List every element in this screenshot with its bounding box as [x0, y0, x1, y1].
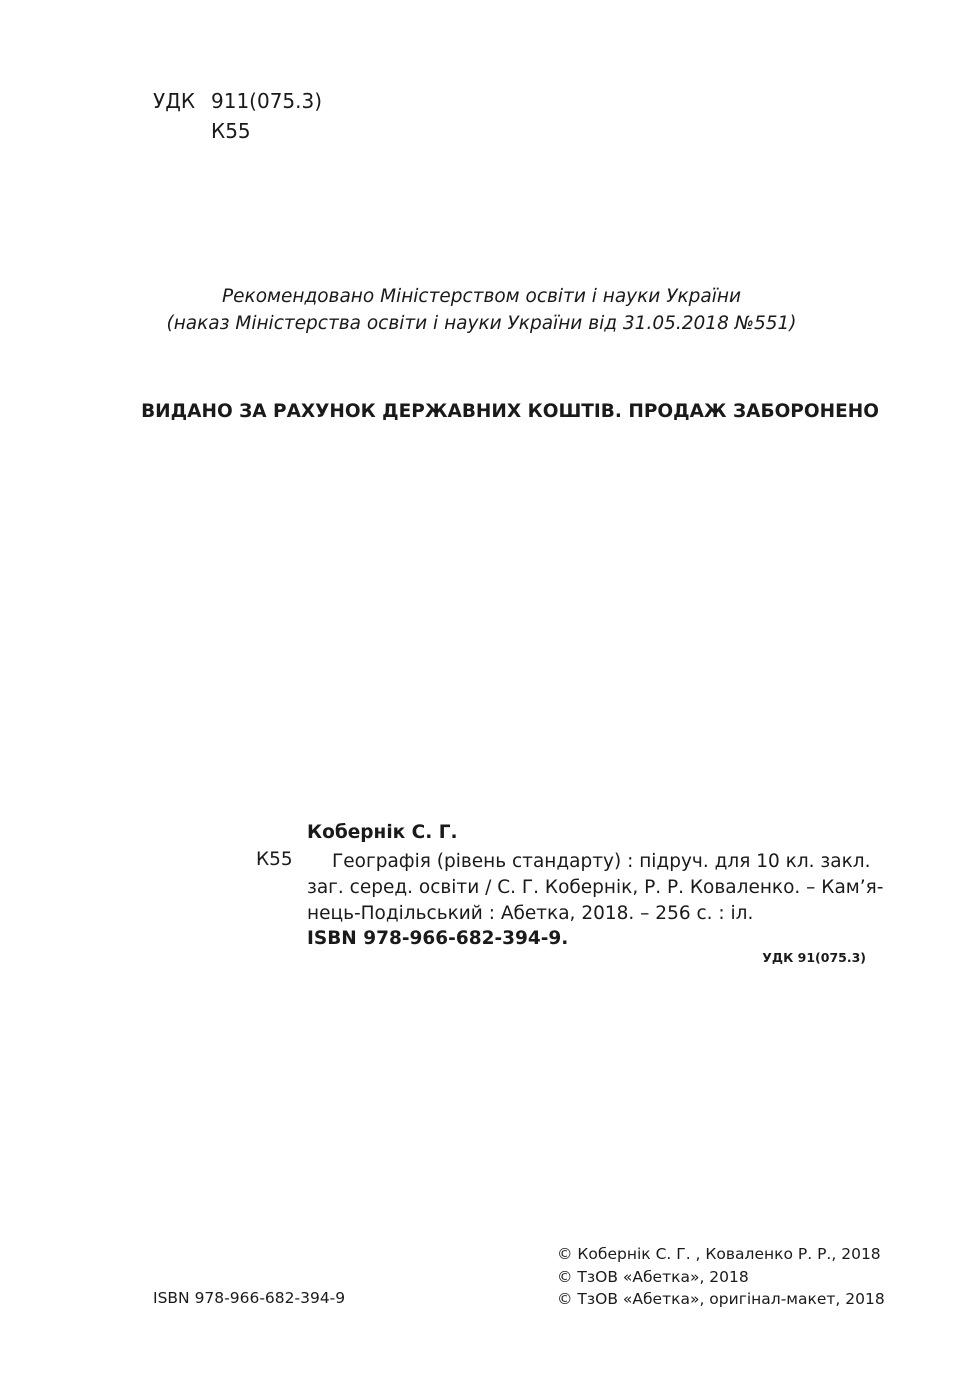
udc-code: 911(075.3)	[211, 89, 323, 113]
copyright-line: © ТзОВ «Абетка», оригінал-макет, 2018	[557, 1290, 885, 1308]
catalog-cutter: К55	[256, 849, 293, 870]
catalog-isbn: ISBN 978-966-682-394-9.	[307, 928, 569, 949]
recommendation-line-1: Рекомендовано Міністерством освіти і науки України	[221, 286, 741, 307]
catalog-description-line: Географія (рівень стандарту) : підруч. для 10 кл. закл.	[332, 851, 871, 872]
catalog-author: Кобернік С. Г.	[307, 822, 458, 843]
udc-label: УДК	[153, 89, 196, 113]
catalog-udc: УДК 91(075.3)	[762, 950, 866, 965]
recommendation-line-2: (наказ Міністерства освіти і науки України від 31.05.2018 №551)	[166, 313, 797, 334]
copyright-line: © ТзОВ «Абетка», 2018	[557, 1267, 749, 1286]
copyright-block	[557, 1243, 885, 1311]
state-funded-notice: ВИДАНО ЗА РАХУНОК ДЕРЖАВНИХ КОШТІВ. ПРОДАЖ ЗАБОРОНЕНО	[141, 401, 879, 422]
cutter-number: К55	[211, 119, 251, 143]
copyright-line: © Кобернік С. Г. , Коваленко Р. Р., 2018	[557, 1245, 881, 1263]
catalog-description-line: нець-Подільський : Абетка, 2018. – 256 с. : іл.	[307, 903, 754, 924]
catalog-description	[307, 849, 884, 927]
footer-isbn: ISBN 978-966-682-394-9	[153, 1289, 346, 1307]
catalog-description-line: заг. серед. освіти / С. Г. Кобернік, Р. Р. Коваленко. – Кам’я-	[307, 877, 884, 898]
